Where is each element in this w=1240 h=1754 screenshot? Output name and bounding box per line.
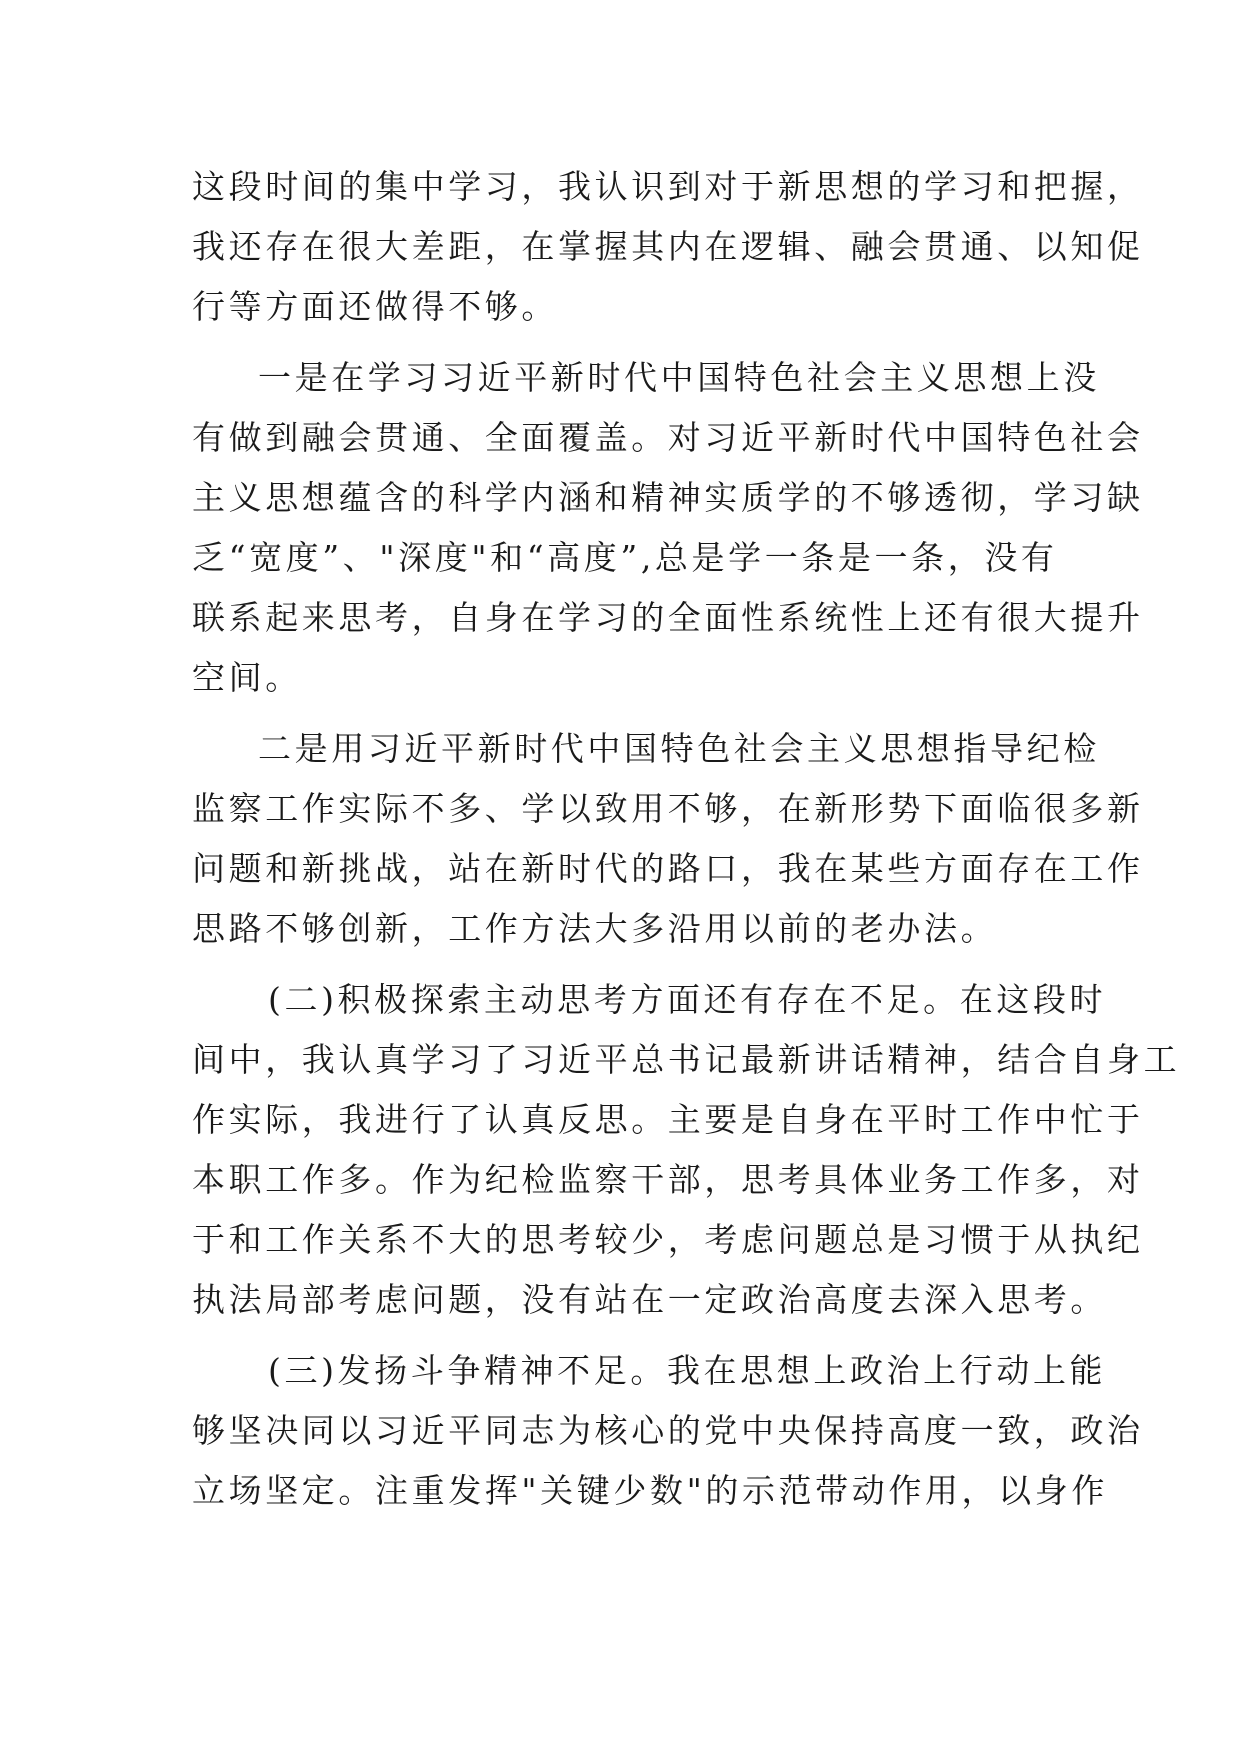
paragraph-study-summary bbox=[192, 157, 1144, 337]
paragraph-point-one bbox=[192, 348, 1144, 708]
text-line: 一是在学习习近平新时代中国特色社会主义思想上没 bbox=[258, 358, 1100, 397]
text-line: 联系起来思考，自身在学习的全面性系统性上还有很大提升 bbox=[192, 598, 1144, 637]
text-line: 立场坚定。注重发挥"关键少数"的示范带动作用，以身作 bbox=[192, 1471, 1108, 1510]
text-line: 执法局部考虑问题，没有站在一定政治高度去深入思考。 bbox=[192, 1280, 1107, 1319]
text-line: 作实际，我进行了认真反思。主要是自身在平时工作中忙于 bbox=[192, 1100, 1144, 1139]
text-line: 空间。 bbox=[192, 658, 302, 697]
paragraph-section-two bbox=[192, 970, 1181, 1330]
text-line: (二)积极探索主动思考方面还有存在不足。在这段时 bbox=[268, 980, 1107, 1019]
text-line: 监察工作实际不多、学以致用不够，在新形势下面临很多新 bbox=[192, 789, 1144, 828]
text-line: 于和工作关系不大的思考较少，考虑问题总是习惯于从执纪 bbox=[192, 1220, 1144, 1259]
text-line: 二是用习近平新时代中国特色社会主义思想指导纪检 bbox=[258, 729, 1100, 768]
text-line: 本职工作多。作为纪检监察干部，思考具体业务工作多，对 bbox=[192, 1160, 1144, 1199]
text-line: 思路不够创新，工作方法大多沿用以前的老办法。 bbox=[192, 909, 998, 948]
paragraph-point-two bbox=[192, 719, 1144, 959]
text-line: (三)发扬斗争精神不足。我在思想上政治上行动上能 bbox=[268, 1351, 1107, 1390]
text-line: 乏“宽度”、"深度"和“高度”,总是学一条是一条，没有 bbox=[192, 538, 1058, 577]
text-line: 行等方面还做得不够。 bbox=[192, 287, 558, 326]
text-line: 有做到融会贯通、全面覆盖。对习近平新时代中国特色社会 bbox=[192, 418, 1144, 457]
text-line: 间中，我认真学习了习近平总书记最新讲话精神，结合自身工 bbox=[192, 1040, 1181, 1079]
text-line: 这段时间的集中学习，我认识到对于新思想的学习和把握， bbox=[192, 167, 1144, 206]
text-line: 问题和新挑战，站在新时代的路口，我在某些方面存在工作 bbox=[192, 849, 1144, 888]
text-line: 主义思想蕴含的科学内涵和精神实质学的不够透彻，学习缺 bbox=[192, 478, 1144, 517]
document-body bbox=[192, 157, 1181, 1532]
text-line: 够坚决同以习近平同志为核心的党中央保持高度一致，政治 bbox=[192, 1411, 1144, 1450]
paragraph-section-three bbox=[192, 1341, 1144, 1521]
text-line: 我还存在很大差距，在掌握其内在逻辑、融会贯通、以知促 bbox=[192, 227, 1144, 266]
